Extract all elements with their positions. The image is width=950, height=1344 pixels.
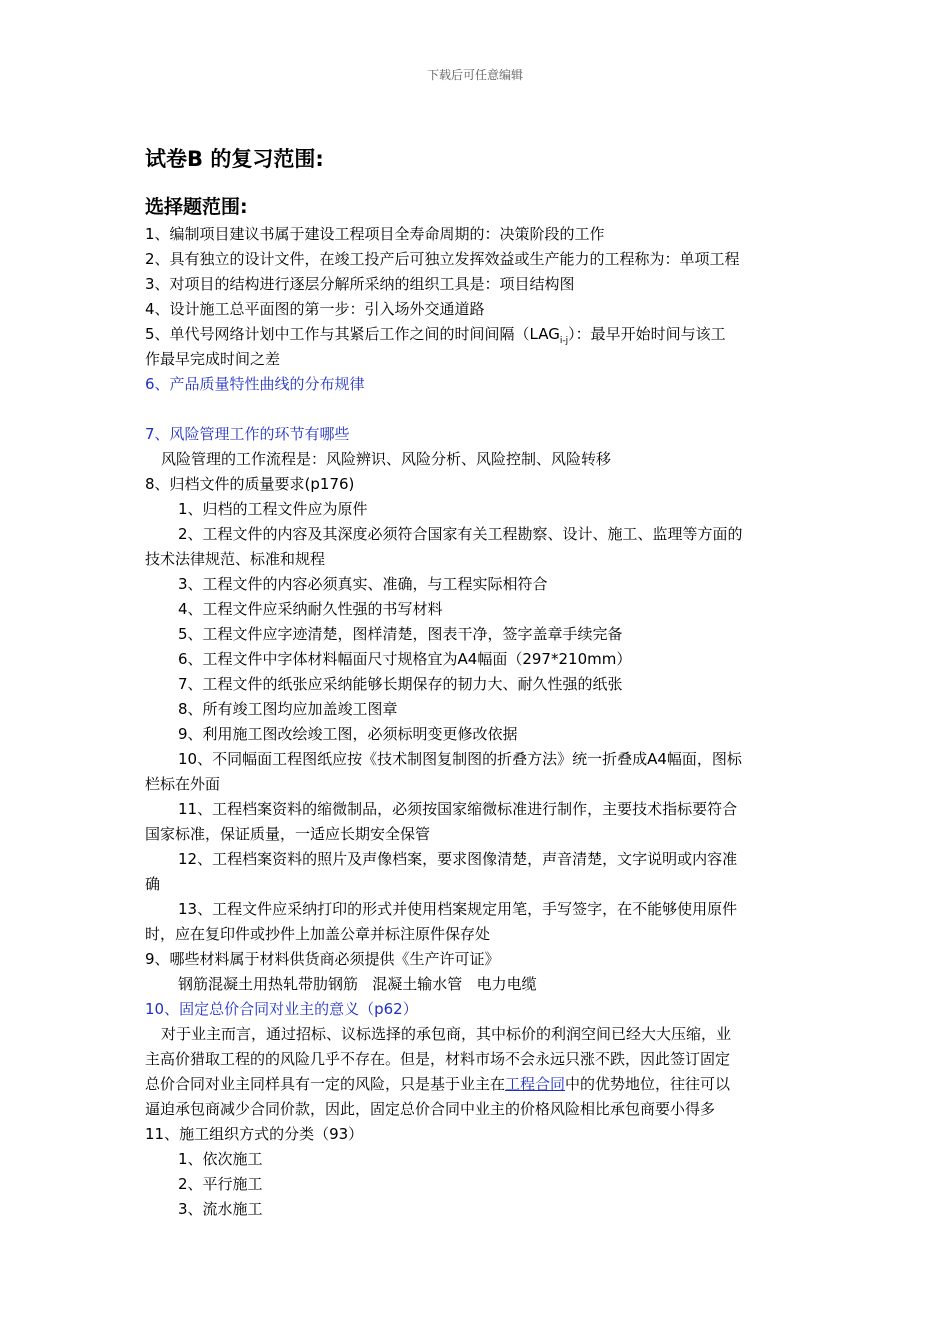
q10-answer-line-4: 逼迫承包商减少合同价款，因此，固定总价合同中业主的价格风险相比承包商要小得多 bbox=[145, 1100, 716, 1118]
q10-answer-line-3 bbox=[145, 1072, 810, 1097]
q8-item-2-continued: 技术法律规范、标准和规程 bbox=[145, 550, 326, 568]
q8-item-3: 3、工程文件的内容必须真实、准确，与工程实际相符合 bbox=[178, 575, 548, 593]
blank-line bbox=[145, 397, 810, 422]
q8-item-4: 4、工程文件应采纳耐久性强的书写材料 bbox=[178, 600, 443, 618]
q11-item-1: 1、依次施工 bbox=[178, 1150, 263, 1168]
question-4: 4、设计施工总平面图的第一步：引入场外交通道路 bbox=[145, 300, 485, 318]
question-11: 11、施工组织方式的分类（93） bbox=[145, 1125, 364, 1143]
q8-item-9: 9、利用施工图改绘竣工图，必须标明变更修改依据 bbox=[178, 725, 518, 743]
q8-item-10-continued: 栏标在外面 bbox=[145, 775, 221, 793]
question-9: 9、哪些材料属于材料供货商必须提供《生产许可证》 bbox=[145, 950, 500, 968]
q10-answer-line-3-post: 中的优势地位，往往可以 bbox=[565, 1075, 731, 1093]
q8-item-5: 5、工程文件应字迹清楚，图样清楚，图表干净，签字盖章手续完备 bbox=[178, 625, 623, 643]
q8-item-11: 11、工程档案资料的缩微制品，必须按国家缩微标准进行制作，主要技术指标要符合 bbox=[178, 800, 738, 818]
q10-answer-line-3-pre: 总价合同对业主同样具有一定的风险，只是基于业主在 bbox=[145, 1075, 506, 1093]
q8-item-2: 2、工程文件的内容及其深度必须符合国家有关工程勘察、设计、施工、监理等方面的 bbox=[178, 525, 743, 543]
question-7: 7、风险管理工作的环节有哪些 bbox=[145, 425, 350, 443]
q8-item-7: 7、工程文件的纸张应采纳能够长期保存的韧力大、耐久性强的纸张 bbox=[178, 675, 623, 693]
question-5-prefix: 5、单代号网络计划中工作与其紧后工作之间的时间间隔（LAG bbox=[145, 325, 560, 343]
question-10: 10、固定总价合同对业主的意义（p62） bbox=[145, 1000, 418, 1018]
question-7-answer: 风险管理的工作流程是：风险辨识、风险分析、风险控制、风险转移 bbox=[161, 450, 612, 468]
question-9-answer: 钢筋混凝土用热轧带肋钢筋 混凝土输水管 电力电缆 bbox=[178, 975, 537, 993]
q8-item-13: 13、工程文件应采纳打印的形式并使用档案规定用笔，手写签字，在不能够使用原件 bbox=[178, 900, 738, 918]
question-5 bbox=[145, 322, 810, 347]
contract-link[interactable]: 工程合同 bbox=[505, 1075, 566, 1093]
question-5-continued: 作最早完成时间之差 bbox=[145, 350, 281, 368]
q8-item-10: 10、不同幅面工程图纸应按《技术制图复制图的折叠方法》统一折叠成A4幅面，图标 bbox=[178, 750, 742, 768]
q10-answer-line-2: 主高价猎取工程的的风险几乎不存在。但是，材料市场不会永远只涨不跌，因此签订固定 bbox=[145, 1050, 731, 1068]
page-title: 试卷B 的复习范围: bbox=[145, 147, 324, 171]
q8-item-8: 8、所有竣工图均应加盖竣工图章 bbox=[178, 700, 398, 718]
q8-item-6: 6、工程文件中字体材料幅面尺寸规格宜为A4幅面（297*210mm） bbox=[178, 650, 632, 668]
q8-item-12-continued: 确 bbox=[145, 875, 161, 893]
q10-answer-line-1: 对于业主而言，通过招标、议标选择的承包商，其中标价的利润空间已经大大压缩，业 bbox=[161, 1025, 732, 1043]
section-heading: 选择题范围: bbox=[145, 196, 248, 218]
page-header: 下载后可任意编辑 bbox=[426, 68, 523, 82]
question-1: 1、编制项目建议书属于建设工程项目全寿命周期的：决策阶段的工作 bbox=[145, 225, 605, 243]
document-body bbox=[145, 192, 810, 1222]
q8-item-11-continued: 国家标准，保证质量，一适应长期安全保管 bbox=[145, 825, 431, 843]
question-6: 6、产品质量特性曲线的分布规律 bbox=[145, 375, 365, 393]
question-8: 8、归档文件的质量要求(p176) bbox=[145, 475, 355, 493]
q11-item-2: 2、平行施工 bbox=[178, 1175, 263, 1193]
q8-item-12: 12、工程档案资料的照片及声像档案，要求图像清楚，声音清楚，文字说明或内容准 bbox=[178, 850, 738, 868]
question-2: 2、具有独立的设计文件，在竣工投产后可独立发挥效益或生产能力的工程称为：单项工程 bbox=[145, 250, 740, 268]
q11-item-3: 3、流水施工 bbox=[178, 1200, 263, 1218]
question-5-subscript: i-j bbox=[559, 336, 569, 346]
q8-item-1: 1、归档的工程文件应为原件 bbox=[178, 500, 368, 518]
question-5-suffix: ）：最早开始时间与该工 bbox=[568, 325, 726, 343]
question-3: 3、对项目的结构进行逐层分解所采纳的组织工具是：项目结构图 bbox=[145, 275, 575, 293]
q8-item-13-continued: 时，应在复印件或抄件上加盖公章并标注原件保存处 bbox=[145, 925, 491, 943]
